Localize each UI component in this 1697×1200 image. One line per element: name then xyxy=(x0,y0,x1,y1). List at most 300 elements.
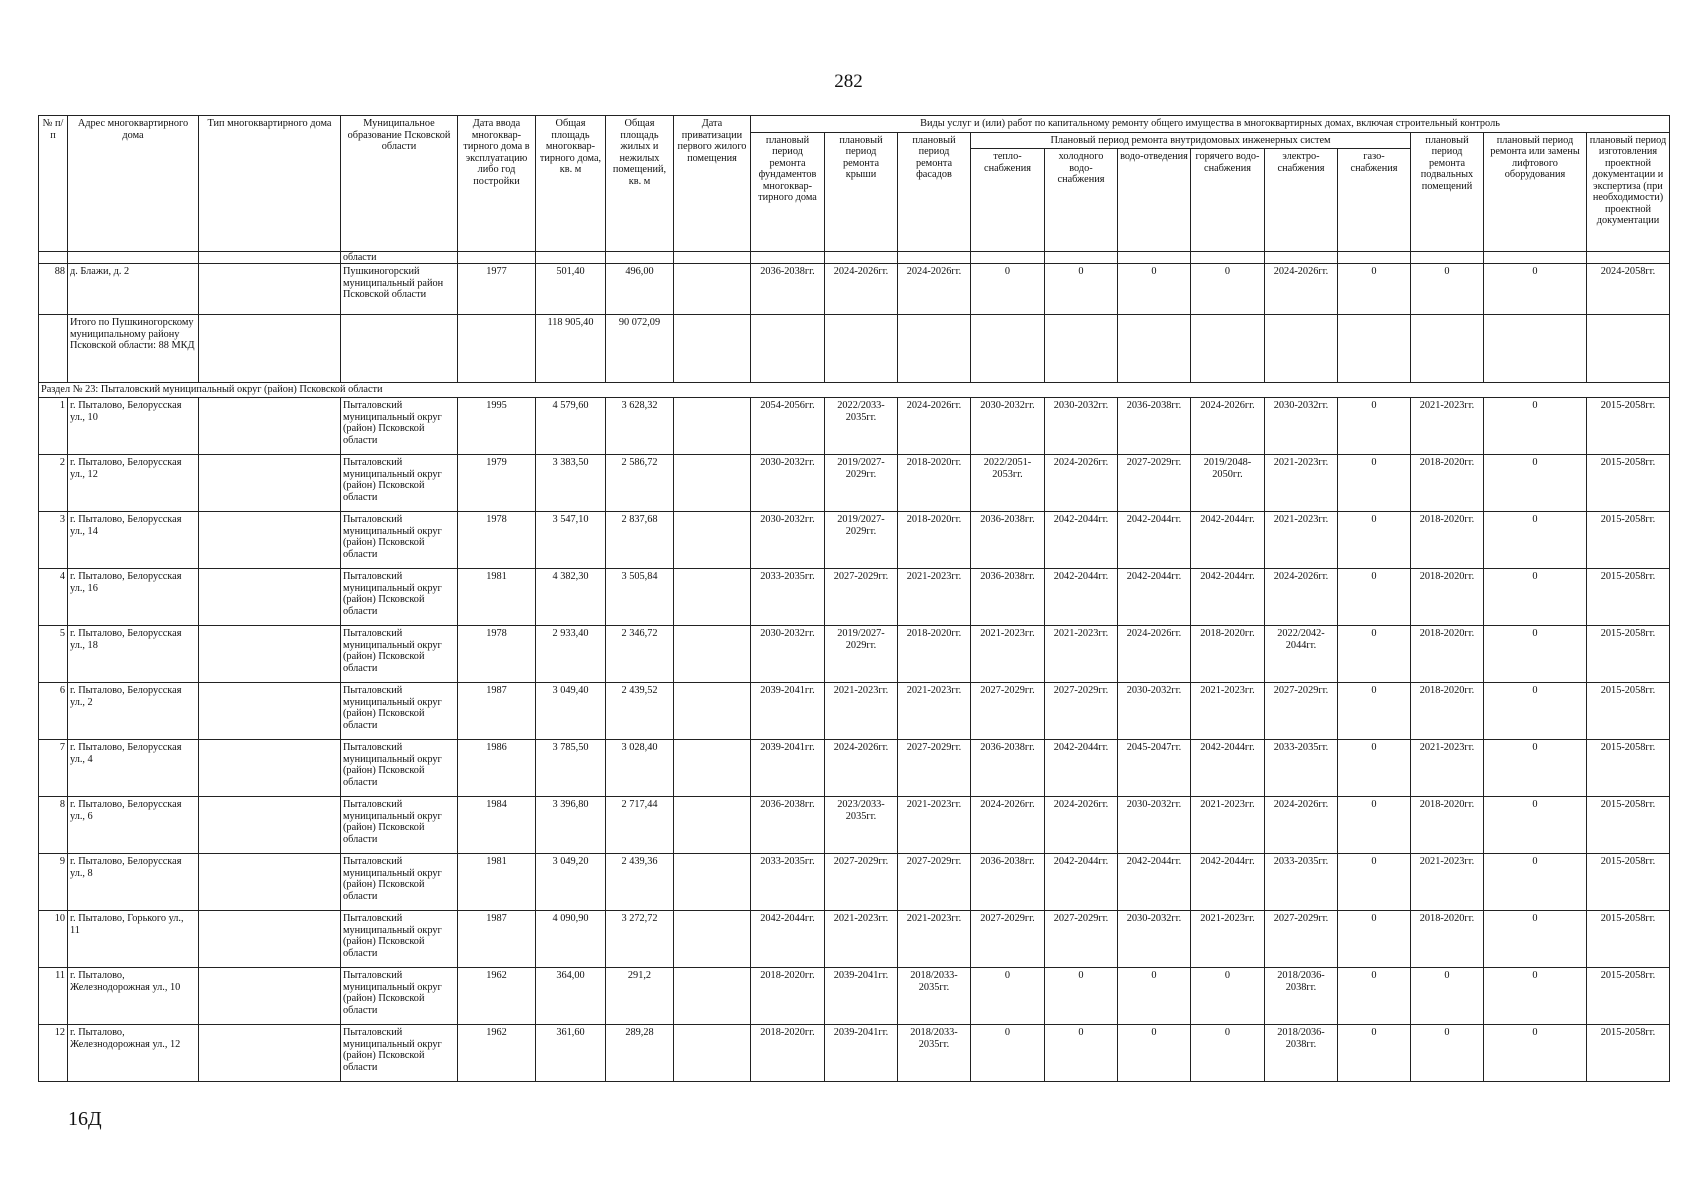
row-privatization-date xyxy=(674,398,751,455)
row-facade: 2027-2029гг. xyxy=(898,854,971,911)
row-foundation: 2054-2056гг. xyxy=(751,398,825,455)
row-address: г. Пыталово, Горького ул., 11 xyxy=(68,911,199,968)
total-label: Итого по Пушкиногорскому муниципальному району Псковской области: 88 МКД xyxy=(68,315,199,383)
row-roof: 2039-2041гг. xyxy=(825,1025,898,1082)
row-roof: 2039-2041гг. xyxy=(825,968,898,1025)
row-heat: 2030-2032гг. xyxy=(971,398,1045,455)
header-works-group: Виды услуг и (или) работ по капитальному ремонту общего имущества в многоквартирных домах, включая строительный контроль xyxy=(751,116,1670,133)
row-roof: 2024-2026гг. xyxy=(825,264,898,315)
row-elevator: 0 xyxy=(1484,626,1587,683)
row-electric: 2033-2035гг. xyxy=(1265,740,1338,797)
row-design: 2015-2058гг. xyxy=(1587,683,1670,740)
row-total-area: 501,40 xyxy=(536,264,606,315)
row-heat: 2036-2038гг. xyxy=(971,854,1045,911)
header-privatization-date: Дата приватизации первого жилого помещения xyxy=(674,116,751,252)
row-facade: 2018-2020гг. xyxy=(898,455,971,512)
row-hot-water: 2042-2044гг. xyxy=(1191,854,1265,911)
row-heat: 2036-2038гг. xyxy=(971,512,1045,569)
row-cold-water: 2021-2023гг. xyxy=(1045,626,1118,683)
row-num: 12 xyxy=(39,1025,68,1082)
row-type xyxy=(199,911,341,968)
row-foundation: 2033-2035гг. xyxy=(751,854,825,911)
row-electric: 2018/2036-2038гг. xyxy=(1265,1025,1338,1082)
row-basement: 2018-2020гг. xyxy=(1411,683,1484,740)
row-gas: 0 xyxy=(1338,911,1411,968)
row-basement: 2018-2020гг. xyxy=(1411,569,1484,626)
row-total-area: 4 579,60 xyxy=(536,398,606,455)
row-electric: 2022/2042-2044гг. xyxy=(1265,626,1338,683)
row-cold-water: 2024-2026гг. xyxy=(1045,797,1118,854)
row-facade: 2018-2020гг. xyxy=(898,626,971,683)
row-facade: 2021-2023гг. xyxy=(898,569,971,626)
row-cold-water: 2027-2029гг. xyxy=(1045,683,1118,740)
row-electric: 2027-2029гг. xyxy=(1265,911,1338,968)
row-address: г. Пыталово, Белорусская ул., 12 xyxy=(68,455,199,512)
table-row xyxy=(39,264,1670,315)
row-residential-area: 2 346,72 xyxy=(606,626,674,683)
row-privatization-date xyxy=(674,797,751,854)
row-design: 2015-2058гг. xyxy=(1587,1025,1670,1082)
row-gas: 0 xyxy=(1338,455,1411,512)
row-electric: 2021-2023гг. xyxy=(1265,455,1338,512)
row-elevator: 0 xyxy=(1484,740,1587,797)
row-sewer: 2030-2032гг. xyxy=(1118,911,1191,968)
row-basement: 2018-2020гг. xyxy=(1411,797,1484,854)
row-residential-area: 289,28 xyxy=(606,1025,674,1082)
row-facade: 2021-2023гг. xyxy=(898,683,971,740)
row-electric: 2027-2029гг. xyxy=(1265,683,1338,740)
row-electric: 2030-2032гг. xyxy=(1265,398,1338,455)
row-design: 2015-2058гг. xyxy=(1587,911,1670,968)
row-total-area: 2 933,40 xyxy=(536,626,606,683)
header-sewer: водо-отведения xyxy=(1118,149,1191,252)
row-privatization-date xyxy=(674,512,751,569)
table-row xyxy=(39,1025,1670,1082)
row-year: 1986 xyxy=(458,740,536,797)
row-residential-area: 3 505,84 xyxy=(606,569,674,626)
row-elevator: 0 xyxy=(1484,512,1587,569)
header-address: Адрес многоквартирного дома xyxy=(68,116,199,252)
row-elevator: 0 xyxy=(1484,264,1587,315)
row-type xyxy=(199,512,341,569)
row-privatization-date xyxy=(674,854,751,911)
row-privatization-date xyxy=(674,455,751,512)
row-hot-water: 2021-2023гг. xyxy=(1191,683,1265,740)
row-type xyxy=(199,569,341,626)
row-hot-water: 0 xyxy=(1191,1025,1265,1082)
row-sewer: 0 xyxy=(1118,264,1191,315)
row-municipality: Пыталовский муниципальный округ (район) Псковской области xyxy=(341,911,458,968)
row-gas: 0 xyxy=(1338,626,1411,683)
row-address: г. Пыталово, Железнодорожная ул., 10 xyxy=(68,968,199,1025)
row-roof: 2021-2023гг. xyxy=(825,683,898,740)
row-year: 1984 xyxy=(458,797,536,854)
table-row xyxy=(39,455,1670,512)
row-roof: 2027-2029гг. xyxy=(825,854,898,911)
total-total-area: 118 905,40 xyxy=(536,315,606,383)
row-foundation: 2030-2032гг. xyxy=(751,455,825,512)
row-residential-area: 2 837,68 xyxy=(606,512,674,569)
row-num: 8 xyxy=(39,797,68,854)
row-municipality: Пыталовский муниципальный округ (район) Псковской области xyxy=(341,683,458,740)
row-hot-water: 2019/2048-2050гг. xyxy=(1191,455,1265,512)
row-foundation: 2039-2041гг. xyxy=(751,683,825,740)
row-type xyxy=(199,626,341,683)
row-heat: 2027-2029гг. xyxy=(971,683,1045,740)
row-hot-water: 2021-2023гг. xyxy=(1191,797,1265,854)
row-sewer: 2030-2032гг. xyxy=(1118,797,1191,854)
capital-repair-table xyxy=(38,115,1670,1082)
row-address: г. Пыталово, Железнодорожная ул., 12 xyxy=(68,1025,199,1082)
row-elevator: 0 xyxy=(1484,968,1587,1025)
row-municipality: Пыталовский муниципальный округ (район) Псковской области xyxy=(341,455,458,512)
row-sewer: 2042-2044гг. xyxy=(1118,569,1191,626)
row-electric: 2024-2026гг. xyxy=(1265,797,1338,854)
row-address: г. Пыталово, Белорусская ул., 6 xyxy=(68,797,199,854)
row-year: 1987 xyxy=(458,911,536,968)
row-basement: 0 xyxy=(1411,1025,1484,1082)
row-total-area: 3 383,50 xyxy=(536,455,606,512)
row-facade: 2021-2023гг. xyxy=(898,911,971,968)
row-type xyxy=(199,398,341,455)
row-residential-area: 496,00 xyxy=(606,264,674,315)
row-cold-water: 0 xyxy=(1045,264,1118,315)
row-cold-water: 0 xyxy=(1045,968,1118,1025)
row-privatization-date xyxy=(674,740,751,797)
row-address: г. Пыталово, Белорусская ул., 18 xyxy=(68,626,199,683)
row-residential-area: 291,2 xyxy=(606,968,674,1025)
row-basement: 2018-2020гг. xyxy=(1411,911,1484,968)
row-municipality: Пыталовский муниципальный округ (район) Псковской области xyxy=(341,1025,458,1082)
table-row xyxy=(39,854,1670,911)
row-num: 6 xyxy=(39,683,68,740)
header-total-area: Общая площадь многоквар-тирного дома, кв. м xyxy=(536,116,606,252)
row-foundation: 2033-2035гг. xyxy=(751,569,825,626)
row-cold-water: 2024-2026гг. xyxy=(1045,455,1118,512)
row-facade: 2024-2026гг. xyxy=(898,398,971,455)
header-num: № п/п xyxy=(39,116,68,252)
row-num: 1 xyxy=(39,398,68,455)
row-total-area: 3 049,20 xyxy=(536,854,606,911)
table-row xyxy=(39,569,1670,626)
row-year: 1962 xyxy=(458,1025,536,1082)
row-gas: 0 xyxy=(1338,1025,1411,1082)
row-roof: 2021-2023гг. xyxy=(825,911,898,968)
row-residential-area: 2 717,44 xyxy=(606,797,674,854)
row-hot-water: 2021-2023гг. xyxy=(1191,911,1265,968)
row-elevator: 0 xyxy=(1484,854,1587,911)
row-elevator: 0 xyxy=(1484,683,1587,740)
row-gas: 0 xyxy=(1338,740,1411,797)
row-gas: 0 xyxy=(1338,264,1411,315)
footer-code: 16Д xyxy=(68,1108,102,1130)
header-design: плановый период изготовления проектной документации и экспертиза (при необходимости) проектной документации xyxy=(1587,132,1670,252)
header-commission-date: Дата ввода многоквар-тирного дома в эксплуатацию либо год постройки xyxy=(458,116,536,252)
row-heat: 0 xyxy=(971,968,1045,1025)
row-design: 2015-2058гг. xyxy=(1587,968,1670,1025)
row-sewer: 2027-2029гг. xyxy=(1118,455,1191,512)
row-municipality: Пыталовский муниципальный округ (район) Псковской области xyxy=(341,797,458,854)
row-foundation: 2036-2038гг. xyxy=(751,797,825,854)
row-year: 1995 xyxy=(458,398,536,455)
row-cold-water: 0 xyxy=(1045,1025,1118,1082)
row-year: 1987 xyxy=(458,683,536,740)
row-design: 2015-2058гг. xyxy=(1587,455,1670,512)
total-row xyxy=(39,315,1670,383)
header-type: Тип многоквартирного дома xyxy=(199,116,341,252)
header-cold-water: холодного водо-снабжения xyxy=(1045,149,1118,252)
row-num: 4 xyxy=(39,569,68,626)
row-address: г. Пыталово, Белорусская ул., 14 xyxy=(68,512,199,569)
row-sewer: 2045-2047гг. xyxy=(1118,740,1191,797)
row-municipality: Пушкиногорский муниципальный район Псковской области xyxy=(341,264,458,315)
row-roof: 2019/2027-2029гг. xyxy=(825,512,898,569)
header-electric: электро-снабжения xyxy=(1265,149,1338,252)
row-electric: 2021-2023гг. xyxy=(1265,512,1338,569)
total-residential-area: 90 072,09 xyxy=(606,315,674,383)
row-privatization-date xyxy=(674,626,751,683)
header-basement: плановый период ремонта подвальных помещений xyxy=(1411,132,1484,252)
row-num: 2 xyxy=(39,455,68,512)
header-gas: газо-снабжения xyxy=(1338,149,1411,252)
row-heat: 2036-2038гг. xyxy=(971,569,1045,626)
page-number: 282 xyxy=(834,71,863,92)
row-year: 1981 xyxy=(458,569,536,626)
header-residential-area: Общая площадь жилых и нежилых помещений, кв. м xyxy=(606,116,674,252)
row-total-area: 3 785,50 xyxy=(536,740,606,797)
row-elevator: 0 xyxy=(1484,911,1587,968)
row-municipality: Пыталовский муниципальный округ (район) Псковской области xyxy=(341,569,458,626)
row-municipality: Пыталовский муниципальный округ (район) Псковской области xyxy=(341,854,458,911)
row-elevator: 0 xyxy=(1484,398,1587,455)
row-cold-water: 2042-2044гг. xyxy=(1045,854,1118,911)
row-heat: 2027-2029гг. xyxy=(971,911,1045,968)
table-row xyxy=(39,968,1670,1025)
row-type xyxy=(199,854,341,911)
pytalovo-rows xyxy=(39,398,1670,1082)
row-roof: 2024-2026гг. xyxy=(825,740,898,797)
row-elevator: 0 xyxy=(1484,455,1587,512)
row-residential-area: 3 028,40 xyxy=(606,740,674,797)
row-privatization-date xyxy=(674,683,751,740)
row-design: 2015-2058гг. xyxy=(1587,797,1670,854)
row-foundation: 2036-2038гг. xyxy=(751,264,825,315)
row-design: 2015-2058гг. xyxy=(1587,569,1670,626)
table-row xyxy=(39,911,1670,968)
row-gas: 0 xyxy=(1338,398,1411,455)
header-hot-water: горячего водо-снабжения xyxy=(1191,149,1265,252)
row-cold-water: 2027-2029гг. xyxy=(1045,911,1118,968)
row-type xyxy=(199,740,341,797)
row-electric: 2024-2026гг. xyxy=(1265,569,1338,626)
row-sewer: 0 xyxy=(1118,1025,1191,1082)
row-roof: 2023/2033-2035гг. xyxy=(825,797,898,854)
row-gas: 0 xyxy=(1338,968,1411,1025)
row-privatization-date xyxy=(674,1025,751,1082)
row-basement: 2021-2023гг. xyxy=(1411,854,1484,911)
row-num: 7 xyxy=(39,740,68,797)
row-design: 2015-2058гг. xyxy=(1587,854,1670,911)
row-hot-water: 2024-2026гг. xyxy=(1191,398,1265,455)
row-year: 1981 xyxy=(458,854,536,911)
header-municipality: Муниципальное образование Псковской области xyxy=(341,116,458,252)
row-heat: 2022/2051-2053гг. xyxy=(971,455,1045,512)
row-basement: 2018-2020гг. xyxy=(1411,512,1484,569)
row-address: г. Пыталово, Белорусская ул., 2 xyxy=(68,683,199,740)
row-residential-area: 3 628,32 xyxy=(606,398,674,455)
header-engineering-group: Плановый период ремонта внутридомовых инженерных систем xyxy=(971,132,1411,149)
table-row xyxy=(39,797,1670,854)
row-basement: 2018-2020гг. xyxy=(1411,455,1484,512)
row-privatization-date xyxy=(674,911,751,968)
header-row-1 xyxy=(39,116,1670,133)
row-total-area: 3 396,80 xyxy=(536,797,606,854)
row-total-area: 4 090,90 xyxy=(536,911,606,968)
row-hot-water: 0 xyxy=(1191,968,1265,1025)
row-address: г. Пыталово, Белорусская ул., 8 xyxy=(68,854,199,911)
row-sewer: 2036-2038гг. xyxy=(1118,398,1191,455)
header-foundation: плановый период ремонта фундаментов многоквар-тирного дома xyxy=(751,132,825,252)
row-cold-water: 2042-2044гг. xyxy=(1045,569,1118,626)
row-facade: 2021-2023гг. xyxy=(898,797,971,854)
row-design: 2024-2058гг. xyxy=(1587,264,1670,315)
row-heat: 2021-2023гг. xyxy=(971,626,1045,683)
header-elevator: плановый период ремонта или замены лифтового оборудования xyxy=(1484,132,1587,252)
row-heat: 2024-2026гг. xyxy=(971,797,1045,854)
row-sewer: 2024-2026гг. xyxy=(1118,626,1191,683)
row-heat: 0 xyxy=(971,1025,1045,1082)
row-hot-water: 2042-2044гг. xyxy=(1191,740,1265,797)
row-municipality: Пыталовский муниципальный округ (район) Псковской области xyxy=(341,740,458,797)
row-address: г. Пыталово, Белорусская ул., 4 xyxy=(68,740,199,797)
row-roof: 2022/2033-2035гг. xyxy=(825,398,898,455)
row-privatization-date xyxy=(674,569,751,626)
row-type xyxy=(199,1025,341,1082)
row-hot-water: 0 xyxy=(1191,264,1265,315)
row-heat: 0 xyxy=(971,264,1045,315)
row-residential-area: 2 439,52 xyxy=(606,683,674,740)
row-year: 1979 xyxy=(458,455,536,512)
table-row xyxy=(39,626,1670,683)
row-basement: 2018-2020гг. xyxy=(1411,626,1484,683)
table-row xyxy=(39,740,1670,797)
row-elevator: 0 xyxy=(1484,569,1587,626)
row-hot-water: 2042-2044гг. xyxy=(1191,512,1265,569)
row-municipality: Пыталовский муниципальный округ (район) Псковской области xyxy=(341,398,458,455)
row-design: 2015-2058гг. xyxy=(1587,740,1670,797)
section-row xyxy=(39,383,1670,398)
table-row xyxy=(39,398,1670,455)
row-facade: 2018-2020гг. xyxy=(898,512,971,569)
row-basement: 0 xyxy=(1411,264,1484,315)
row-foundation: 2042-2044гг. xyxy=(751,911,825,968)
row-facade: 2024-2026гг. xyxy=(898,264,971,315)
row-facade: 2027-2029гг. xyxy=(898,740,971,797)
row-num: 9 xyxy=(39,854,68,911)
row-foundation: 2039-2041гг. xyxy=(751,740,825,797)
table-row xyxy=(39,683,1670,740)
row-roof: 2019/2027-2029гг. xyxy=(825,626,898,683)
row-year: 1977 xyxy=(458,264,536,315)
header-roof: плановый период ремонта крыши xyxy=(825,132,898,252)
row-residential-area: 3 272,72 xyxy=(606,911,674,968)
row-total-area: 3 547,10 xyxy=(536,512,606,569)
row-cold-water: 2030-2032гг. xyxy=(1045,398,1118,455)
row-facade: 2018/2033-2035гг. xyxy=(898,1025,971,1082)
row-cold-water: 2042-2044гг. xyxy=(1045,740,1118,797)
row-elevator: 0 xyxy=(1484,797,1587,854)
row-type xyxy=(199,797,341,854)
row-address: д. Блажи, д. 2 xyxy=(68,264,199,315)
row-hot-water: 2018-2020гг. xyxy=(1191,626,1265,683)
row-electric: 2033-2035гг. xyxy=(1265,854,1338,911)
row-sewer: 0 xyxy=(1118,968,1191,1025)
row-foundation: 2030-2032гг. xyxy=(751,512,825,569)
row-elevator: 0 xyxy=(1484,1025,1587,1082)
row-year: 1978 xyxy=(458,512,536,569)
row-num: 88 xyxy=(39,264,68,315)
row-basement: 2021-2023гг. xyxy=(1411,398,1484,455)
section-title: Раздел № 23: Пыталовский муниципальный округ (район) Псковской области xyxy=(39,383,1670,398)
row-total-area: 4 382,30 xyxy=(536,569,606,626)
row-type xyxy=(199,455,341,512)
row-sewer: 2042-2044гг. xyxy=(1118,512,1191,569)
row-address: г. Пыталово, Белорусская ул., 16 xyxy=(68,569,199,626)
row-sewer: 2042-2044гг. xyxy=(1118,854,1191,911)
row-electric: 2018/2036-2038гг. xyxy=(1265,968,1338,1025)
row-type xyxy=(199,683,341,740)
row-design: 2015-2058гг. xyxy=(1587,626,1670,683)
row-roof: 2027-2029гг. xyxy=(825,569,898,626)
row-hot-water: 2042-2044гг. xyxy=(1191,569,1265,626)
row-num: 11 xyxy=(39,968,68,1025)
row-roof: 2019/2027-2029гг. xyxy=(825,455,898,512)
row-municipality: Пыталовский муниципальный округ (район) Псковской области xyxy=(341,968,458,1025)
row-address: г. Пыталово, Белорусская ул., 10 xyxy=(68,398,199,455)
header-heat: тепло-снабжения xyxy=(971,149,1045,252)
row-residential-area: 2 439,36 xyxy=(606,854,674,911)
row-total-area: 361,60 xyxy=(536,1025,606,1082)
row-foundation: 2018-2020гг. xyxy=(751,1025,825,1082)
row-residential-area: 2 586,72 xyxy=(606,455,674,512)
row-gas: 0 xyxy=(1338,854,1411,911)
row-total-area: 364,00 xyxy=(536,968,606,1025)
row-gas: 0 xyxy=(1338,512,1411,569)
row-facade: 2018/2033-2035гг. xyxy=(898,968,971,1025)
row-year: 1978 xyxy=(458,626,536,683)
table-row xyxy=(39,512,1670,569)
row-year: 1962 xyxy=(458,968,536,1025)
row-heat: 2036-2038гг. xyxy=(971,740,1045,797)
row-sewer: 2030-2032гг. xyxy=(1118,683,1191,740)
continuation-row xyxy=(39,252,1670,264)
row-basement: 2021-2023гг. xyxy=(1411,740,1484,797)
row-basement: 0 xyxy=(1411,968,1484,1025)
header-facade: плановый период ремонта фасадов xyxy=(898,132,971,252)
row-municipality: Пыталовский муниципальный округ (район) Псковской области xyxy=(341,626,458,683)
row-num: 10 xyxy=(39,911,68,968)
row-total-area: 3 049,40 xyxy=(536,683,606,740)
row-cold-water: 2042-2044гг. xyxy=(1045,512,1118,569)
row-num: 5 xyxy=(39,626,68,683)
row-privatization-date xyxy=(674,968,751,1025)
row-num: 3 xyxy=(39,512,68,569)
row-design: 2015-2058гг. xyxy=(1587,398,1670,455)
row-municipality: Пыталовский муниципальный округ (район) Псковской области xyxy=(341,512,458,569)
row-gas: 0 xyxy=(1338,569,1411,626)
row-gas: 0 xyxy=(1338,797,1411,854)
row-foundation: 2018-2020гг. xyxy=(751,968,825,1025)
